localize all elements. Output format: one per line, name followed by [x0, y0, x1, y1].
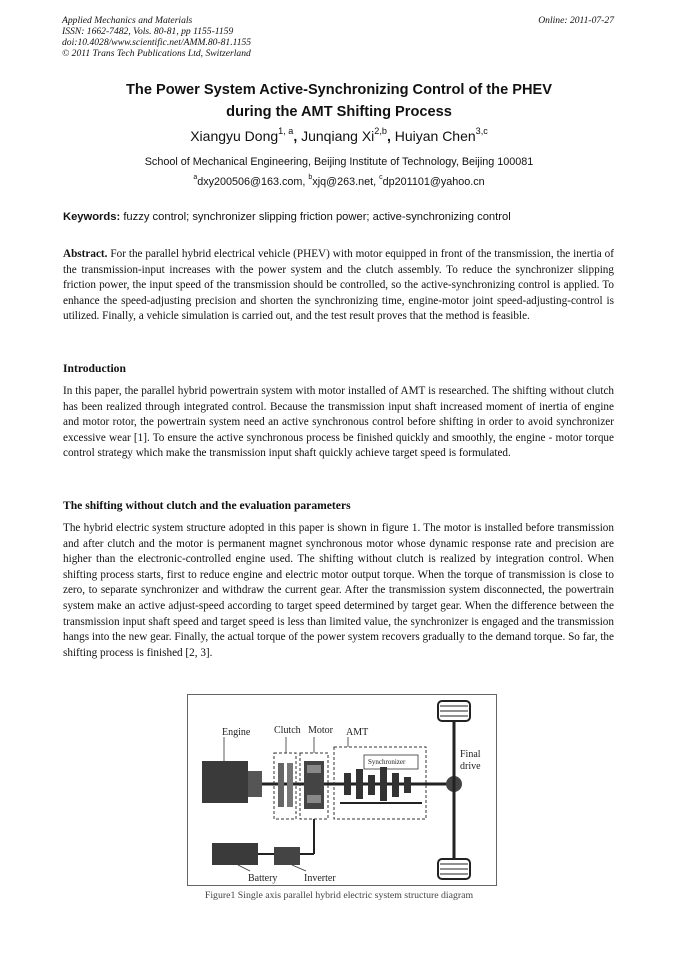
title-line-1: The Power System Active-Synchronizing Control of the PHEV: [126, 82, 552, 98]
section2-paragraph: The hybrid electric system structure adopted in this paper is shown in figure 1. The motor is installed before transmission and after clutch and the motor is permanent magnet synchronous motor whose dynamic response rate and precision are higher than the electronic-controlled engine used. The shifting without clutch is realized by integration control. When shifting process starts, first to reduce engine and electric motor output torque. When the torque of transmission is close to zero, to separate synchronizer and withdraw the current gear. After the transmission system disconnected, the powertrain system make an active adjust-speed according to target speed determined by target gear. When the difference between the transmission input shaft speed and target speed is less than limited value, the synchronizer is engaged and the transmission hangs into the new gear. Finally, the actual torque of the power system recovers gradually to the demand torque. So far, the shifting process is finished [2, 3].: [63, 522, 614, 659]
email-mark: b: [308, 174, 313, 181]
journal-name: Applied Mechanics and Materials: [62, 15, 193, 26]
motor-winding: [307, 765, 321, 773]
email-address: dxy200506@163.com: [197, 176, 303, 188]
figure-1: [187, 694, 497, 886]
motor-winding: [307, 795, 321, 803]
keywords: [63, 211, 623, 223]
author-name: Xiangyu Dong: [190, 128, 279, 144]
abstract-label: Abstract.: [63, 248, 108, 260]
author-name: Junqiang Xi: [301, 128, 375, 144]
inverter-block: [274, 847, 300, 865]
powertrain-diagram: [188, 695, 496, 885]
email-mark: c: [379, 174, 383, 181]
author-list: [40, 128, 638, 144]
label-engine: Engine: [222, 727, 251, 738]
affiliation: School of Mechanical Engineering, Beijing Institute of Technology, Beijing 100081: [144, 156, 534, 168]
doi-line: doi:10.4028/www.scientific.net/AMM.80-81.1155: [62, 37, 252, 48]
author-affil-mark: 3,c: [475, 126, 488, 136]
label-battery: Battery: [248, 873, 278, 884]
gear: [392, 773, 399, 797]
gear: [344, 773, 351, 795]
engine-block: [202, 761, 248, 803]
email-mark: a: [193, 174, 198, 181]
copyright-line: © 2011 Trans Tech Publications Ltd, Switzerland: [62, 48, 251, 59]
gear: [368, 775, 375, 795]
email-address: dp201101@yahoo.cn: [382, 176, 485, 188]
battery-block: [212, 843, 258, 865]
title-line-2: during the AMT Shifting Process: [226, 104, 452, 120]
author-separator: ,: [386, 128, 391, 144]
clutch-plate: [278, 763, 284, 807]
journal-header: [62, 15, 251, 59]
keywords-label: Keywords:: [63, 211, 121, 223]
clutch-plate: [287, 763, 293, 807]
label-amt: AMT: [346, 727, 369, 738]
abstract-text: For the parallel hybrid electrical vehicle (PHEV) with motor equipped in front of the transmission, the inertia of the transmission-input increases with the power system and the clutch assembly. To reduce the synchronizer slipping friction power, the input speed of the transmission should be controlled, so the active-synchronizing control is applied. To enhance the speed-adjusting precision and shorten the synchronizing time, engine-motor joint speed-adjusting-control is utilized. Finally, a vehicle simulation is carried out, and the test result proves that the method is feasible.: [63, 248, 615, 323]
engine-flange: [248, 771, 262, 797]
abstract: [63, 247, 614, 325]
figure-caption: Figure1 Single axis parallel hybrid electric system structure diagram: [204, 890, 474, 901]
gear: [380, 767, 387, 801]
leader-line: [292, 865, 306, 871]
label-clutch: Clutch: [274, 725, 301, 736]
author-separator: ,: [293, 128, 298, 144]
label-synchronizer: Synchronizer: [368, 758, 406, 766]
author-affil-mark: 2,b: [374, 126, 387, 136]
email-address: xjq@263.net: [312, 176, 374, 188]
issn-line: ISSN: 1662-7482, Vols. 80-81, pp 1155-1159: [62, 26, 234, 37]
label-inverter: Inverter: [304, 873, 336, 884]
gear: [404, 777, 411, 793]
label-motor: Motor: [308, 725, 333, 736]
label-final-drive-2: drive: [460, 761, 481, 772]
author-affil-mark: 1, a: [278, 126, 294, 136]
email-list: [40, 176, 638, 188]
paper-title: [40, 79, 638, 123]
online-date: Online: 2011-07-27: [538, 15, 614, 26]
leader-line: [238, 865, 250, 871]
email-separator: ,: [302, 176, 306, 188]
gear: [356, 769, 363, 799]
keywords-text: fuzzy control; synchronizer slipping friction power; active-synchronizing control: [123, 211, 511, 223]
intro-paragraph: In this paper, the parallel hybrid powertrain system with motor installed of AMT is researched. The shifting without clutch has been realized through integrated control. Because the transmission input shaft increased moment of inertia of engine and motor rotor, the powertrain system need an active synchronous control before shifting in order to avoid synchronizer excessive wear [1]. To ensure the active synchronous process be finished quickly and smoothly, the engine - motor torque control strategy which make the transmission input shaft quickly achieve target speed is formulated.: [63, 385, 614, 460]
email-separator: ,: [373, 176, 377, 188]
section2-heading: The shifting without clutch and the evaluation parameters: [63, 499, 351, 512]
label-final-drive-1: Final: [460, 749, 481, 760]
author-name: Huiyan Chen: [394, 128, 476, 144]
intro-heading: Introduction: [63, 362, 126, 375]
